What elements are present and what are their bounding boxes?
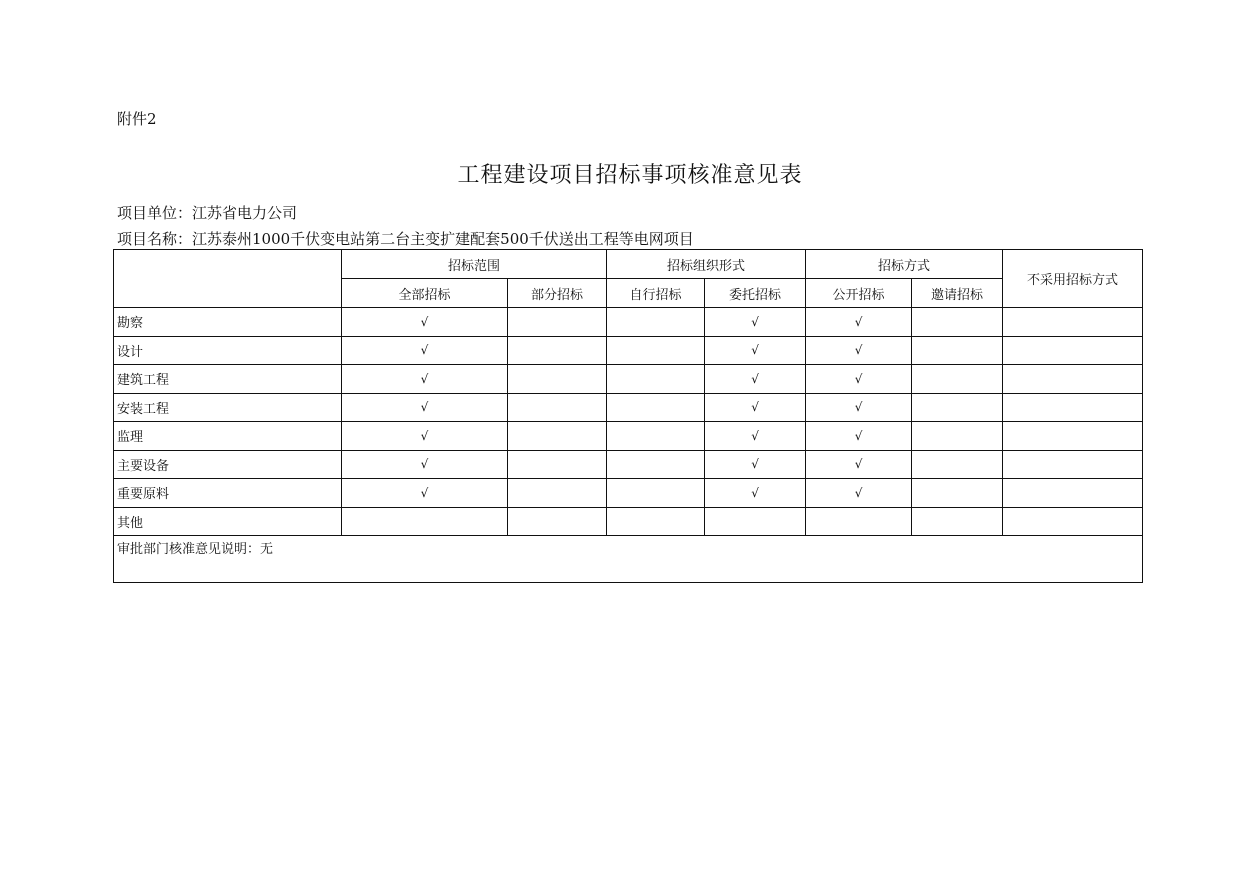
subheader-entrusted: 委托招标 xyxy=(705,279,806,308)
header-method: 招标方式 xyxy=(806,250,1003,279)
cell-entrusted: √ xyxy=(705,393,806,422)
header-no-tender: 不采用招标方式 xyxy=(1003,250,1143,308)
corner-cell xyxy=(114,250,342,308)
footer-row xyxy=(114,536,1143,583)
cell-partial xyxy=(508,450,607,479)
cell-full: √ xyxy=(342,393,508,422)
row-label: 安装工程 xyxy=(114,393,342,422)
cell-none xyxy=(1003,479,1143,508)
cell-none xyxy=(1003,336,1143,365)
row-label: 监理 xyxy=(114,422,342,451)
cell-partial xyxy=(508,365,607,394)
cell-self xyxy=(607,507,705,536)
cell-full: √ xyxy=(342,422,508,451)
cell-none xyxy=(1003,393,1143,422)
cell-full: √ xyxy=(342,450,508,479)
cell-self xyxy=(607,479,705,508)
cell-open: √ xyxy=(806,365,912,394)
subheader-self: 自行招标 xyxy=(607,279,705,308)
cell-partial xyxy=(508,422,607,451)
cell-open: √ xyxy=(806,308,912,337)
cell-full: √ xyxy=(342,479,508,508)
approval-table xyxy=(113,249,1143,583)
cell-entrusted: √ xyxy=(705,365,806,394)
row-label: 建筑工程 xyxy=(114,365,342,394)
cell-open: √ xyxy=(806,450,912,479)
table-row xyxy=(114,507,1143,536)
document-title: 工程建设项目招标事项核准意见表 xyxy=(457,163,803,188)
cell-entrusted: √ xyxy=(705,450,806,479)
cell-none xyxy=(1003,450,1143,479)
table-row xyxy=(114,479,1143,508)
cell-invited xyxy=(912,450,1003,479)
subheader-invited: 邀请招标 xyxy=(912,279,1003,308)
approval-note: 审批部门核准意见说明：无 xyxy=(114,536,1143,583)
cell-invited xyxy=(912,308,1003,337)
subheader-full: 全部招标 xyxy=(342,279,508,308)
cell-entrusted: √ xyxy=(705,336,806,365)
subheader-partial: 部分招标 xyxy=(508,279,607,308)
table-row xyxy=(114,422,1143,451)
cell-full: √ xyxy=(342,336,508,365)
cell-self xyxy=(607,308,705,337)
cell-open xyxy=(806,507,912,536)
header-org-form: 招标组织形式 xyxy=(607,250,806,279)
subheader-open: 公开招标 xyxy=(806,279,912,308)
cell-entrusted: √ xyxy=(705,479,806,508)
cell-self xyxy=(607,422,705,451)
cell-invited xyxy=(912,336,1003,365)
row-label: 主要设备 xyxy=(114,450,342,479)
table-row xyxy=(114,365,1143,394)
cell-self xyxy=(607,336,705,365)
cell-self xyxy=(607,365,705,394)
row-label: 其他 xyxy=(114,507,342,536)
attachment-label: 附件2 xyxy=(117,110,157,128)
cell-open: √ xyxy=(806,479,912,508)
table-row xyxy=(114,450,1143,479)
cell-invited xyxy=(912,479,1003,508)
cell-self xyxy=(607,393,705,422)
header-row-groups xyxy=(114,250,1143,279)
cell-invited xyxy=(912,365,1003,394)
table-row xyxy=(114,308,1143,337)
cell-partial xyxy=(508,507,607,536)
table-row xyxy=(114,336,1143,365)
cell-entrusted: √ xyxy=(705,422,806,451)
cell-partial xyxy=(508,393,607,422)
cell-open: √ xyxy=(806,393,912,422)
cell-entrusted xyxy=(705,507,806,536)
cell-invited xyxy=(912,422,1003,451)
cell-full: √ xyxy=(342,365,508,394)
project-unit-line: 项目单位：江苏省电力公司 xyxy=(117,204,298,222)
cell-partial xyxy=(508,479,607,508)
cell-open: √ xyxy=(806,422,912,451)
cell-invited xyxy=(912,507,1003,536)
cell-self xyxy=(607,450,705,479)
table-row xyxy=(114,393,1143,422)
header-scope: 招标范围 xyxy=(342,250,607,279)
row-label: 重要原料 xyxy=(114,479,342,508)
cell-full xyxy=(342,507,508,536)
cell-none xyxy=(1003,365,1143,394)
cell-invited xyxy=(912,393,1003,422)
cell-none xyxy=(1003,308,1143,337)
cell-none xyxy=(1003,422,1143,451)
cell-partial xyxy=(508,308,607,337)
row-label: 勘察 xyxy=(114,308,342,337)
cell-open: √ xyxy=(806,336,912,365)
cell-partial xyxy=(508,336,607,365)
cell-full: √ xyxy=(342,308,508,337)
table-body xyxy=(114,250,1143,583)
row-label: 设计 xyxy=(114,336,342,365)
cell-none xyxy=(1003,507,1143,536)
project-name-line: 项目名称：江苏泰州1000千伏变电站第二台主变扩建配套500千伏送出工程等电网项目 xyxy=(117,230,694,248)
cell-entrusted: √ xyxy=(705,308,806,337)
